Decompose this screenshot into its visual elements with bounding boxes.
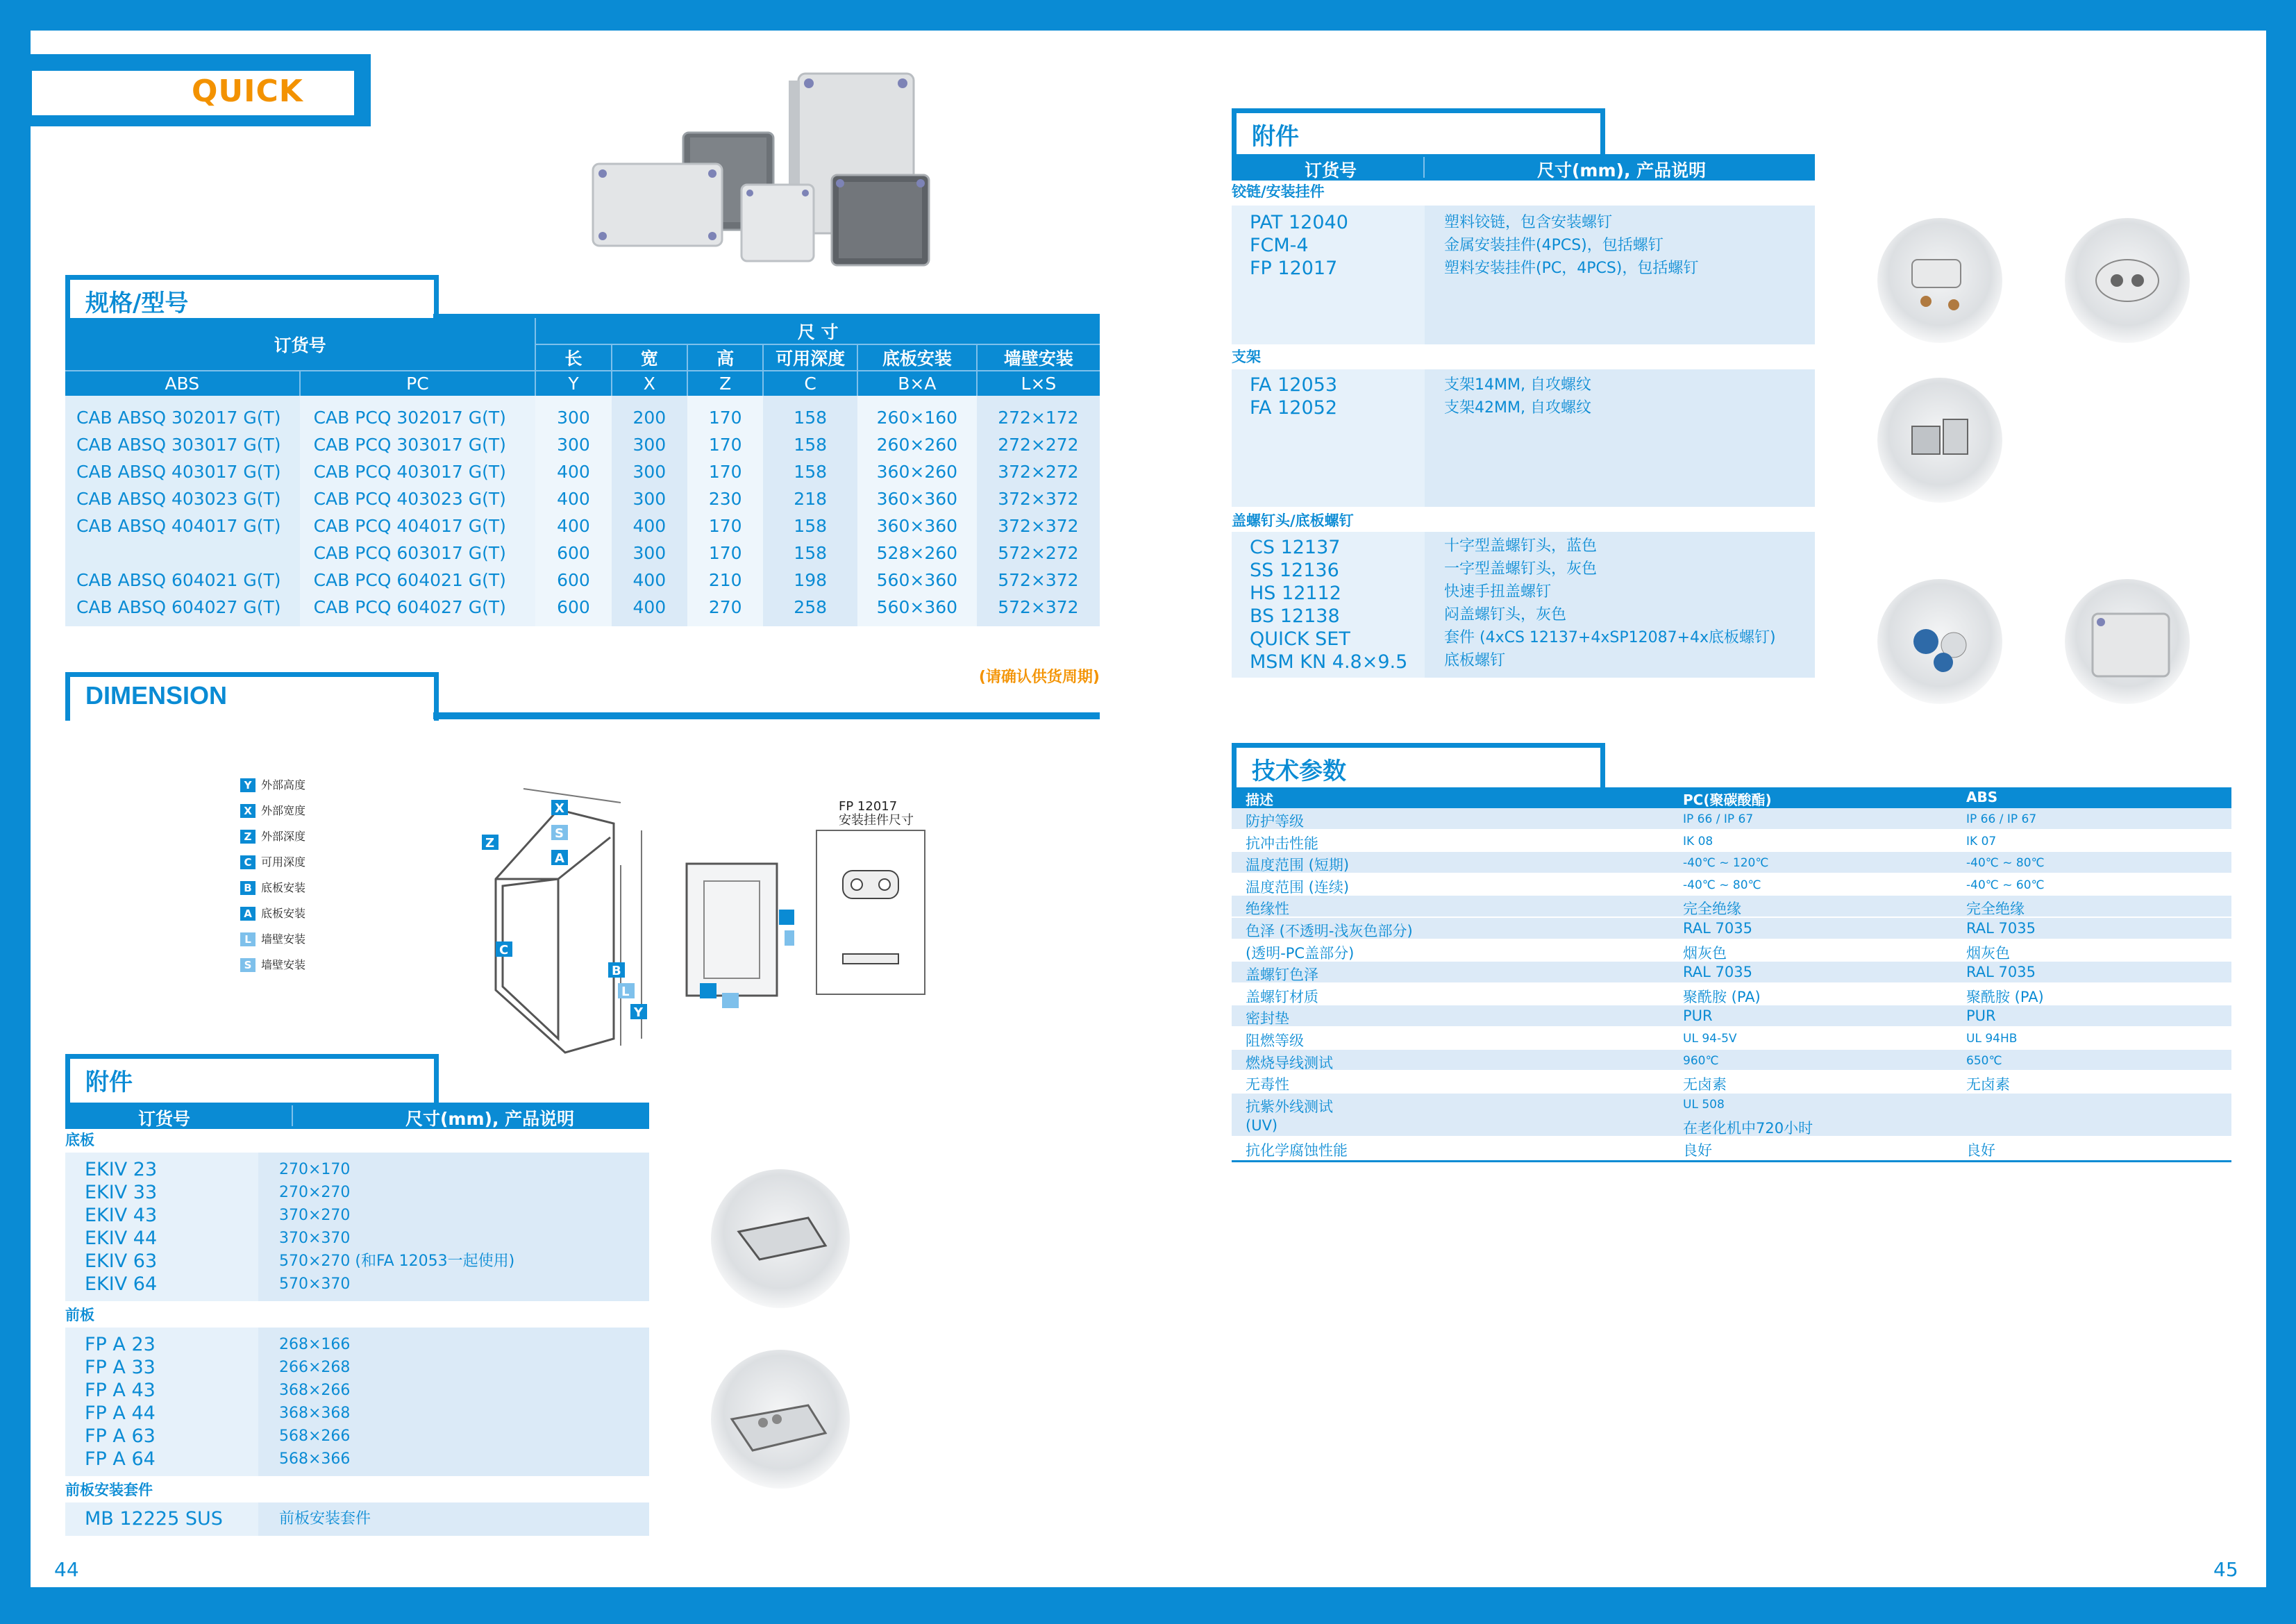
spec-cell: 300 — [612, 539, 687, 567]
spec-row — [65, 485, 1100, 512]
accessories-left-title: 附件 — [65, 1054, 439, 1103]
legend-letter: X — [240, 804, 255, 818]
legend-letter: C — [240, 855, 255, 869]
spec-cell: CAB ABSQ 302017 G(T) — [65, 396, 300, 431]
tech-cell: 完全绝缘 — [1683, 901, 1741, 918]
tech-row — [1232, 918, 2231, 940]
spec-cell: CAB ABSQ 404017 G(T) — [65, 512, 300, 539]
spec-cell: CAB ABSQ 303017 G(T) — [65, 431, 300, 458]
spec-cell: 258 — [763, 594, 857, 626]
tech-cell: IP 66 / IP 67 — [1683, 812, 1754, 826]
order-header: 订货号 — [65, 318, 535, 371]
tech-cell: 抗紫外线测试 — [1246, 1098, 1333, 1115]
legend-text: 外部宽度 — [261, 804, 306, 817]
group-label-screws: 盖螺钉头/底板螺钉 — [1232, 512, 1354, 529]
tech-cell: 无卤素 — [1683, 1076, 1727, 1094]
spec-cell: 360×260 — [857, 458, 977, 485]
spec-cell: 528×260 — [857, 539, 977, 567]
tech-cell: -40℃ ~ 80℃ — [1683, 878, 1761, 892]
spec-cell: 572×372 — [977, 567, 1100, 594]
fp-mount-drawing — [815, 829, 926, 996]
tech-cell: 聚酰胺 (PA) — [1966, 988, 2044, 1005]
brand-label: QUICK — [192, 74, 303, 109]
letter-header: Y — [535, 371, 611, 396]
spec-cell: 372×372 — [977, 512, 1100, 539]
tech-cell: RAL 7035 — [1683, 964, 1752, 981]
acc-left-desc-header: 尺寸(mm), 产品说明 — [405, 1109, 575, 1129]
tech-cell: 无毒性 — [1246, 1076, 1289, 1094]
legend-item — [240, 956, 305, 972]
tech-cell: 良好 — [1966, 1141, 1995, 1159]
group-label-brackets: 支架 — [1232, 349, 1261, 365]
tech-cell: 绝缘性 — [1246, 901, 1289, 918]
svg-text:A: A — [555, 851, 564, 866]
tech-row — [1232, 874, 2231, 896]
frontplate-descriptions: 268×166 266×268 368×266 368×368 568×266 568×366 — [279, 1336, 351, 1468]
spec-cell: 260×160 — [857, 396, 977, 431]
spec-cell: 300 — [535, 431, 611, 458]
letter-header: X — [612, 371, 687, 396]
tech-cell: 温度范围 (短期) — [1246, 857, 1350, 874]
tech-header — [1232, 787, 2231, 808]
legend-letter: L — [240, 932, 255, 946]
tech-bottom-rule — [1232, 1160, 2231, 1162]
spec-cell: 400 — [535, 485, 611, 512]
spec-cell: 170 — [687, 512, 763, 539]
enclosure-wide — [593, 164, 722, 246]
spec-cell: CAB PCQ 404017 G(T) — [300, 512, 536, 539]
spec-row — [65, 594, 1100, 626]
tech-cell: (UV) — [1246, 1117, 1278, 1135]
col-header: 底板安装 — [857, 344, 977, 371]
frontplate-kit-orders: MB 12225 SUS — [85, 1508, 223, 1530]
spec-row — [65, 539, 1100, 567]
tech-cell: 无卤素 — [1966, 1076, 2010, 1094]
svg-text:S: S — [555, 826, 564, 841]
spec-cell: 170 — [687, 539, 763, 567]
accessories-left-header — [65, 1103, 649, 1129]
tech-row — [1232, 940, 2231, 962]
legend-item — [240, 802, 305, 818]
spec-cell: 600 — [535, 567, 611, 594]
spec-cell — [65, 539, 300, 567]
spec-cell: 300 — [535, 396, 611, 431]
spec-section-title: 规格/型号 — [65, 275, 439, 324]
legend-item — [240, 776, 305, 792]
spec-cell: 260×260 — [857, 431, 977, 458]
spec-cell: 270 — [687, 594, 763, 626]
tech-cell: RAL 7035 — [1683, 919, 1752, 937]
spec-cell: 158 — [763, 396, 857, 431]
tech-row — [1232, 808, 2231, 830]
col-header: 高 — [687, 344, 763, 371]
spec-cell: 572×372 — [977, 594, 1100, 626]
spec-row — [65, 431, 1100, 458]
tech-row — [1232, 852, 2231, 874]
tech-rows — [1232, 808, 2231, 1160]
spec-cell: 198 — [763, 567, 857, 594]
tech-row — [1232, 962, 2231, 984]
tech-row — [1232, 1005, 2231, 1028]
tech-cell: 良好 — [1683, 1141, 1712, 1159]
spec-cell: 572×272 — [977, 539, 1100, 567]
letter-header: B×A — [857, 371, 977, 396]
spec-cell: 170 — [687, 431, 763, 458]
spec-cell: 158 — [763, 539, 857, 567]
tech-row — [1232, 1115, 2231, 1137]
legend-text: 可用深度 — [261, 855, 306, 869]
group-label-hinges: 铰链/安装挂件 — [1232, 183, 1325, 200]
tech-cell: 阻燃等级 — [1246, 1032, 1304, 1049]
legend-letter: Y — [240, 778, 255, 792]
svg-text:X: X — [555, 801, 564, 816]
tech-row — [1232, 984, 2231, 1006]
enclosure-dimension-drawing — [447, 747, 655, 1060]
legend-letter: Z — [240, 830, 255, 844]
tech-row — [1232, 1071, 2231, 1094]
spec-cell: 300 — [612, 431, 687, 458]
letter-header: Z — [687, 371, 763, 396]
page-number-left: 44 — [54, 1558, 79, 1581]
tech-cell: IK 08 — [1683, 834, 1713, 848]
legend-text: 底板安装 — [261, 907, 306, 920]
spec-cell: CAB PCQ 403017 G(T) — [300, 458, 536, 485]
spec-cell: 600 — [535, 594, 611, 626]
svg-text:C: C — [499, 943, 509, 957]
spec-cell: CAB PCQ 403023 G(T) — [300, 485, 536, 512]
svg-text:B: B — [612, 964, 621, 978]
screws-orders: CS 12137 SS 12136 HS 12112 BS 12138 QUICK SET MSM KN 4.8×9.5 — [1250, 537, 1408, 673]
spec-cell: 300 — [612, 485, 687, 512]
tech-cell: 在老化机中720小时 — [1683, 1120, 1813, 1137]
tech-row — [1232, 1028, 2231, 1050]
tech-row — [1232, 1137, 2231, 1160]
tech-cell: UL 508 — [1683, 1097, 1725, 1112]
svg-text:Z: Z — [485, 836, 495, 851]
letter-header: L×S — [977, 371, 1100, 396]
quick-set-photo — [2065, 579, 2190, 704]
tech-cell: 燃烧导线测试 — [1246, 1054, 1333, 1071]
tech-cell: -40℃ ~ 60℃ — [1966, 878, 2045, 892]
screw-head-photo — [1877, 579, 2002, 704]
tech-cell: 色泽 (不透明-浅灰色部分) — [1246, 922, 1413, 939]
hinge-photo — [1877, 218, 2002, 343]
acc-right-desc-header: 尺寸(mm), 产品说明 — [1537, 160, 1707, 181]
accessories-right-header — [1232, 154, 1815, 181]
accessories-right-title: 附件 — [1232, 108, 1605, 157]
frontplate-orders: FP A 23 FP A 33 FP A 43 FP A 44 FP A 63 FP A 64 — [85, 1334, 156, 1470]
tech-cell: RAL 7035 — [1966, 919, 2036, 937]
dimension-section-title: DIMENSION — [65, 672, 439, 721]
spec-row — [65, 396, 1100, 431]
spec-cell: 560×360 — [857, 567, 977, 594]
spec-cell: 400 — [535, 512, 611, 539]
spec-cell: 158 — [763, 512, 857, 539]
tech-cell: 烟灰色 — [1966, 944, 2010, 962]
enclosure-small — [741, 185, 814, 261]
tech-cell: 防护等级 — [1246, 813, 1304, 830]
spec-cell: 400 — [612, 594, 687, 626]
tech-cell: IK 07 — [1966, 834, 1997, 848]
spec-cell: CAB ABSQ 604027 G(T) — [65, 594, 300, 626]
tech-cell: 650℃ — [1966, 1053, 2002, 1068]
spec-table-body — [65, 396, 1100, 626]
tech-header-pc: PC(聚碳酸酯) — [1683, 792, 1772, 808]
tech-cell: -40℃ ~ 80℃ — [1966, 856, 2045, 871]
tech-row — [1232, 830, 2231, 853]
tech-cell: 温度范围 (连续) — [1246, 878, 1350, 896]
acc-right-order-header: 订货号 — [1305, 160, 1357, 181]
legend-item — [240, 853, 305, 869]
tech-cell: 完全绝缘 — [1966, 901, 2025, 918]
spec-cell: 372×272 — [977, 458, 1100, 485]
spec-cell: CAB ABSQ 403023 G(T) — [65, 485, 300, 512]
abs-header: ABS — [65, 371, 300, 396]
tech-table — [1232, 787, 2231, 1160]
spec-cell: CAB PCQ 302017 G(T) — [300, 396, 536, 431]
dimension-tags — [482, 800, 647, 1020]
screws-descriptions: 十字型盖螺钉头，蓝色 一字型盖螺钉头，灰色 快速手扭盖螺钉 闷盖螺钉头，灰色 套件 (4xCS 12137+4xSP12087+4x底板螺钉) 底板螺钉 — [1444, 537, 1776, 669]
dimension-header: 尺 寸 — [535, 318, 1100, 344]
tech-cell: RAL 7035 — [1966, 964, 2036, 981]
brackets-descriptions: 支架14MM, 自攻螺纹 支架42MM, 自攻螺纹 — [1444, 376, 1591, 417]
baseplate-drawing — [655, 829, 794, 1016]
col-header: 宽 — [612, 344, 687, 371]
tech-header-desc: 描述 — [1246, 792, 1273, 808]
group-label-frontplate: 前板 — [65, 1307, 94, 1323]
brackets-orders: FA 12053 FA 12052 — [1250, 374, 1337, 419]
tech-cell: UL 94HB — [1966, 1031, 2018, 1046]
hinges-orders: PAT 12040 FCM-4 FP 12017 — [1250, 212, 1348, 279]
baseplate-photo — [711, 1169, 850, 1308]
spec-cell: CAB ABSQ 403017 G(T) — [65, 458, 300, 485]
tech-cell: PUR — [1683, 1007, 1713, 1025]
product-photo — [565, 60, 940, 275]
svg-text:L: L — [621, 985, 630, 999]
acc-left-order-header: 订货号 — [138, 1109, 191, 1129]
supply-note: (请确认供货周期) — [978, 669, 1100, 686]
spec-cell: 158 — [763, 431, 857, 458]
tech-cell: 盖螺钉色泽 — [1246, 966, 1318, 984]
legend-item — [240, 905, 305, 921]
legend-letter: A — [240, 907, 255, 921]
legend-text: 墙壁安装 — [261, 958, 306, 971]
spec-cell: CAB PCQ 303017 G(T) — [300, 431, 536, 458]
legend-item — [240, 828, 305, 844]
fp-mount-label — [839, 800, 914, 828]
spec-cell: 360×360 — [857, 485, 977, 512]
baseplate-orders: EKIV 23 EKIV 33 EKIV 43 EKIV 44 EKIV 63 EKIV 64 — [85, 1159, 158, 1295]
spec-cell: 272×272 — [977, 431, 1100, 458]
tech-header-abs: ABS — [1966, 789, 1998, 805]
tech-cell: 烟灰色 — [1683, 944, 1727, 962]
frontplate-photo — [711, 1350, 850, 1489]
legend-text: 外部高度 — [261, 778, 306, 792]
tech-row — [1232, 1050, 2231, 1072]
legend-text: 外部深度 — [261, 830, 306, 843]
spec-cell: CAB PCQ 604021 G(T) — [300, 567, 536, 594]
spec-row — [65, 458, 1100, 485]
spec-cell: 272×172 — [977, 396, 1100, 431]
page-number-right: 45 — [2213, 1558, 2238, 1581]
spec-cell: 200 — [612, 396, 687, 431]
tech-cell: UL 94-5V — [1683, 1031, 1737, 1046]
legend-letter: S — [240, 958, 255, 972]
fp-mount-subtitle: 安装挂件尺寸 — [839, 813, 914, 828]
tech-cell: 960℃ — [1683, 1053, 1719, 1068]
tech-cell: 聚酰胺 (PA) — [1683, 988, 1761, 1005]
spec-cell: 158 — [763, 458, 857, 485]
tech-row — [1232, 1094, 2231, 1116]
dimension-rule — [433, 712, 1100, 719]
fp-mount-title: FP 12017 — [839, 799, 898, 814]
spec-cell: 560×360 — [857, 594, 977, 626]
spec-cell: 210 — [687, 567, 763, 594]
col-header: 墙壁安装 — [977, 344, 1100, 371]
spec-row — [65, 512, 1100, 539]
group-label-baseplate: 底板 — [65, 1132, 94, 1148]
spec-cell: 300 — [612, 458, 687, 485]
frontplate-kit-descriptions: 前板安装套件 — [279, 1510, 371, 1527]
spec-cell: CAB PCQ 603017 G(T) — [300, 539, 536, 567]
pc-header: PC — [300, 371, 536, 396]
spec-cell: 170 — [687, 396, 763, 431]
tech-row — [1232, 896, 2231, 918]
spec-cell: 360×360 — [857, 512, 977, 539]
group-label-frontplate-kit: 前板安装套件 — [65, 1482, 153, 1498]
legend-text: 底板安装 — [261, 881, 306, 894]
legend-text: 墙壁安装 — [261, 932, 306, 946]
col-header: 可用深度 — [763, 344, 857, 371]
catalog-spread — [31, 31, 2266, 1587]
mounting-lug-photo — [2065, 218, 2190, 343]
legend-item — [240, 879, 305, 895]
bracket-photo — [1877, 378, 2002, 503]
enclosure-transparent — [832, 175, 929, 265]
legend-item — [240, 930, 305, 946]
tech-cell: 抗冲击性能 — [1246, 835, 1318, 852]
spec-cell: 170 — [687, 458, 763, 485]
spec-table — [65, 318, 1100, 626]
spec-cell: 372×372 — [977, 485, 1100, 512]
spec-cell: 400 — [612, 567, 687, 594]
spec-cell: 218 — [763, 485, 857, 512]
tech-cell: -40℃ ~ 120℃ — [1683, 856, 1769, 871]
tech-cell: (透明-PC盖部分) — [1246, 944, 1355, 962]
spec-cell: CAB PCQ 604027 G(T) — [300, 594, 536, 626]
spec-cell: 400 — [612, 512, 687, 539]
spec-cell: 400 — [535, 458, 611, 485]
tech-cell: IP 66 / IP 67 — [1966, 812, 2037, 826]
hinges-descriptions: 塑料铰链，包含安装螺钉 金属安装挂件(4PCS)，包括螺钉 塑料安装挂件(PC，4PCS)，包括螺钉 — [1444, 214, 1699, 277]
spec-cell: 600 — [535, 539, 611, 567]
letter-header: C — [763, 371, 857, 396]
spec-cell: CAB ABSQ 604021 G(T) — [65, 567, 300, 594]
col-header: 长 — [535, 344, 611, 371]
tech-cell: PUR — [1966, 1007, 1996, 1025]
legend-letter: B — [240, 881, 255, 895]
dimension-legend — [212, 776, 379, 1012]
spec-cell: 230 — [687, 485, 763, 512]
tech-cell: 盖螺钉材质 — [1246, 988, 1318, 1005]
baseplate-descriptions: 270×170 270×270 370×270 370×370 570×270 (和FA 12053一起使用) 570×370 — [279, 1161, 515, 1293]
spec-row — [65, 567, 1100, 594]
tech-section-title: 技术参数 — [1232, 743, 1605, 792]
tech-cell: 抗化学腐蚀性能 — [1246, 1141, 1348, 1159]
tech-cell: 密封垫 — [1246, 1010, 1289, 1028]
svg-text:Y: Y — [634, 1005, 644, 1020]
